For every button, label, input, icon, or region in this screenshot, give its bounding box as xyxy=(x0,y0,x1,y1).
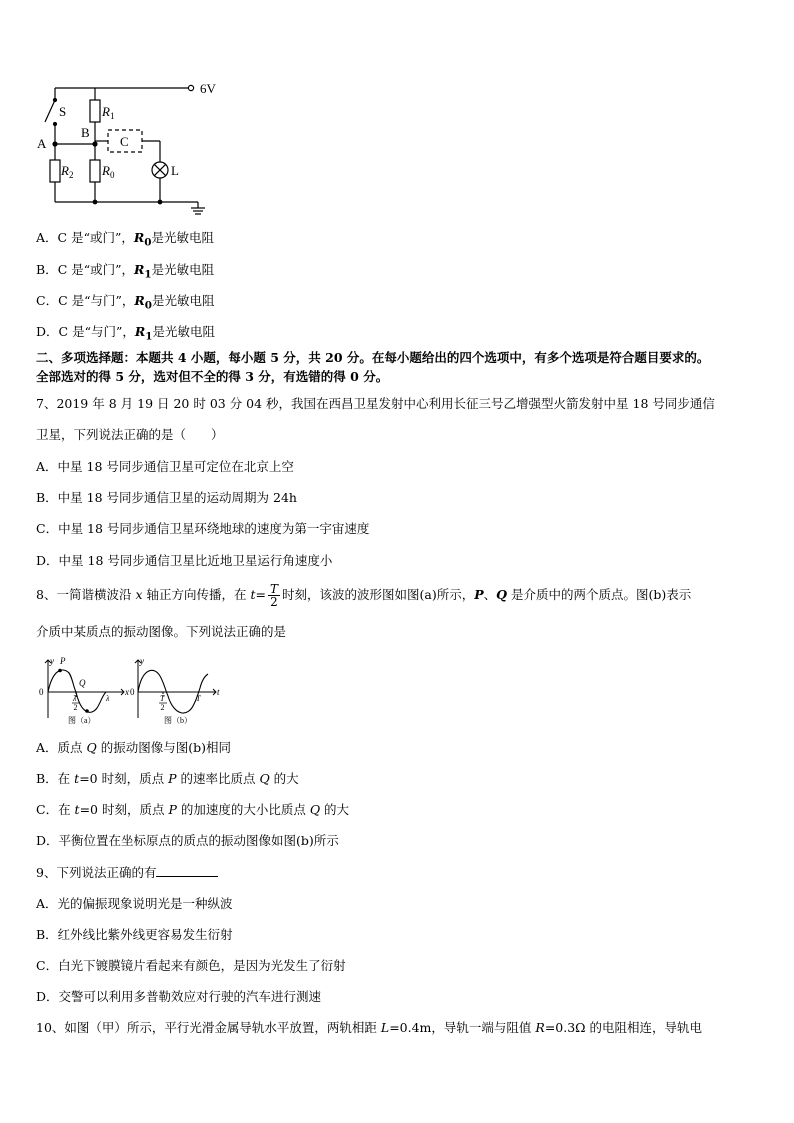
section-2-instructions-line1: 二、多项选择题：本题共 4 小题，每小题 5 分，共 20 分。在每小题给出的四个选项中，有多个选项是符合题目要求的。 xyxy=(36,350,710,365)
svg-text:Q: Q xyxy=(79,678,86,688)
q9-option-d: D．交警可以利用多普勒效应对行驶的汽车进行测速 xyxy=(36,989,322,1004)
q7-option-b: B．中星 18 号同步通信卫星的运动周期为 24h xyxy=(36,490,297,505)
supply-label: 6V xyxy=(200,81,216,96)
svg-text:λ: λ xyxy=(73,694,77,703)
svg-text:2: 2 xyxy=(73,703,78,712)
q6-option-d: D．C 是“与门”，$R_1$是光敏电阻 xyxy=(36,324,216,343)
svg-text:图（b）: 图（b） xyxy=(164,716,192,725)
q8-option-c: C．在 t=0 时刻，质点 P 的加速度的大小比质点 Q 的大 xyxy=(36,802,350,817)
svg-text:T: T xyxy=(196,694,201,703)
q6-option-a: A．C 是“或门”，$R_0$是光敏电阻 xyxy=(36,230,215,249)
gate-c-label: C xyxy=(120,134,129,149)
svg-text:2: 2 xyxy=(160,703,165,712)
q6-option-b: B．C 是“或门”，$R_1$是光敏电阻 xyxy=(36,262,215,281)
wave-graph-a xyxy=(36,656,132,728)
r0-label: $R_0$ xyxy=(102,163,115,180)
svg-text:T: T xyxy=(160,694,165,703)
r1-label: $R_1$ xyxy=(102,104,115,121)
svg-text:0: 0 xyxy=(130,687,135,697)
q9-option-a: A．光的偏振现象说明光是一种纵波 xyxy=(36,896,233,911)
q9-option-b: B．红外线比紫外线更容易发生衍射 xyxy=(36,927,233,942)
lamp-label: L xyxy=(171,163,179,178)
r2-label: $R_2$ xyxy=(61,163,74,180)
wave-graph-b xyxy=(130,656,226,728)
q6-option-c: C．C 是“与门”，$R_0$是光敏电阻 xyxy=(36,293,215,312)
q9-option-c: C．白光下镀膜镜片看起来有颜色，是因为光发生了衍射 xyxy=(36,958,346,973)
q7-option-d: D．中星 18 号同步通信卫星比近地卫星运行角速度小 xyxy=(36,553,333,568)
q7-option-c: C．中星 18 号同步通信卫星环绕地球的速度为第一宇宙速度 xyxy=(36,521,370,536)
q8-option-d: D．平衡位置在坐标原点的质点的振动图像如图(b)所示 xyxy=(36,833,339,848)
svg-text:t: t xyxy=(217,687,220,697)
svg-text:图（a）: 图（a） xyxy=(68,716,96,725)
q7-stem-line1: 7、2019 年 8 月 19 日 20 时 03 分 04 秒，我国在西昌卫星发射中心利用长征三号乙增强型火箭发射中星 18 号同步通信 xyxy=(36,396,715,411)
q8-stem-line1: 8、一简谐横波沿 x 轴正方向传播，在 t= $\frac{T}{2}$ 时刻，该波的波形图如图(a)所示，P、Q 是介质中的两个质点。图(b)表示 xyxy=(36,582,692,609)
svg-text:x: x xyxy=(125,687,129,697)
node-a-label: A xyxy=(37,136,47,151)
q9-stem: 9、下列说法正确的有 xyxy=(36,864,218,881)
q10-stem: 10、如图（甲）所示，平行光滑金属导轨水平放置，两轨相距 L=0.4m，导轨一端与阻值 R=0.3Ω 的电阻相连，导轨电 xyxy=(36,1020,703,1035)
section-2-instructions-line2: 全部选对的得 5 分，选对但不全的得 3 分，有选错的得 0 分。 xyxy=(36,369,389,384)
t-half-fraction: $\frac{T}{2}$ xyxy=(269,582,278,609)
q7-stem-line2: 卫星，下列说法正确的是（ ） xyxy=(36,427,224,442)
circuit-diagram xyxy=(30,78,230,220)
switch-label: S xyxy=(59,104,67,119)
q7-option-a: A．中星 18 号同步通信卫星可定位在北京上空 xyxy=(36,459,294,474)
answer-blank[interactable] xyxy=(156,864,218,877)
svg-text:y: y xyxy=(50,656,54,666)
svg-text:P: P xyxy=(60,656,66,666)
svg-text:y: y xyxy=(140,656,144,666)
node-b-label: B xyxy=(81,125,90,140)
svg-text:0: 0 xyxy=(39,687,44,697)
q8-stem-line2: 介质中某质点的振动图像。下列说法正确的是 xyxy=(36,624,287,639)
q8-option-b: B．在 t=0 时刻，质点 P 的速率比质点 Q 的大 xyxy=(36,771,299,786)
svg-text:λ: λ xyxy=(106,694,110,703)
q8-option-a: A．质点 Q 的振动图像与图(b)相同 xyxy=(36,740,231,755)
